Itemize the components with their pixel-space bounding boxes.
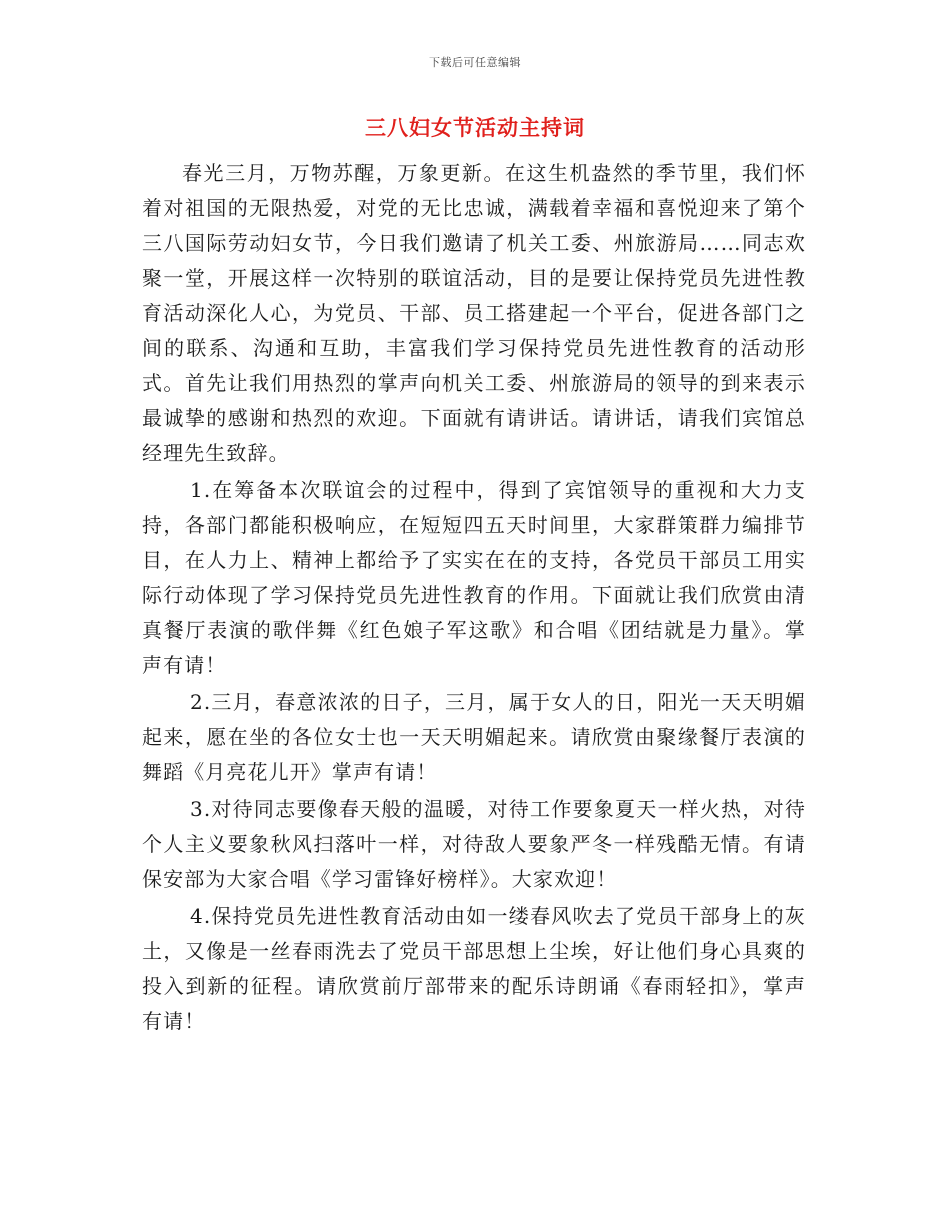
paragraph-item-3: 3.对待同志要像春天般的温暖，对待工作要象夏天一样火热，对待个人主义要象秋风扫落叶一样，对待敌人要象严冬一样残酷无情。有请保安部为大家合唱《学习雷锋好榜样》。大家欢迎！ <box>142 797 806 891</box>
header-note: 下载后可任意编辑 <box>429 56 521 69</box>
paragraph-item-2: 2.三月，春意浓浓的日子，三月，属于女人的日，阳光一天天明媚起来，愿在坐的各位女士也一天天明媚起来。请欣赏由聚缘餐厅表演的舞蹈《月亮花儿开》掌声有请！ <box>142 690 806 784</box>
paragraph-item-1: 1.在筹备本次联谊会的过程中，得到了宾馆领导的重视和大力支持，各部门都能积极响应，在短短四五天时间里，大家群策群力编排节目，在人力上、精神上都给予了实实在在的支持，各党员干部员工用实际行动体现了学习保持党员先进性教育的作用。下面就让我们欣赏由清真餐厅表演的歌伴舞《红色娘子军这歌》和合唱《团结就是力量》。掌声有请！ <box>142 478 806 677</box>
intro-paragraph: 春光三月，万物苏醒，万象更新。在这生机盎然的季节里，我们怀着对祖国的无限热爱，对党的无比忠诚，满载着幸福和喜悦迎来了第个三八国际劳动妇女节，今日我们邀请了机关工委、州旅游局……同志欢聚一堂，开展这样一次特别的联谊活动，目的是要让保持党员先进性教育活动深化人心，为党员、干部、员工搭建起一个平台，促进各部门之间的联系、沟通和互助，丰富我们学习保持党员先进性教育的活动形式。首先让我们用热烈的掌声向机关工委、州旅游局的领导的到来表示最诚挚的感谢和热烈的欢迎。下面就有请讲话。请讲话，请我们宾馆总经理先生致辞。 <box>142 161 806 465</box>
paragraph-item-4: 4.保持党员先进性教育活动由如一缕春风吹去了党员干部身上的灰土，又像是一丝春雨洗去了党员干部思想上尘埃，好让他们身心具爽的投入到新的征程。请欣赏前厅部带来的配乐诗朗诵《春雨轻扣》，掌声有请！ <box>142 904 806 1033</box>
document-title: 三八妇女节活动主持词 <box>365 115 585 140</box>
document-body <box>142 156 806 1039</box>
